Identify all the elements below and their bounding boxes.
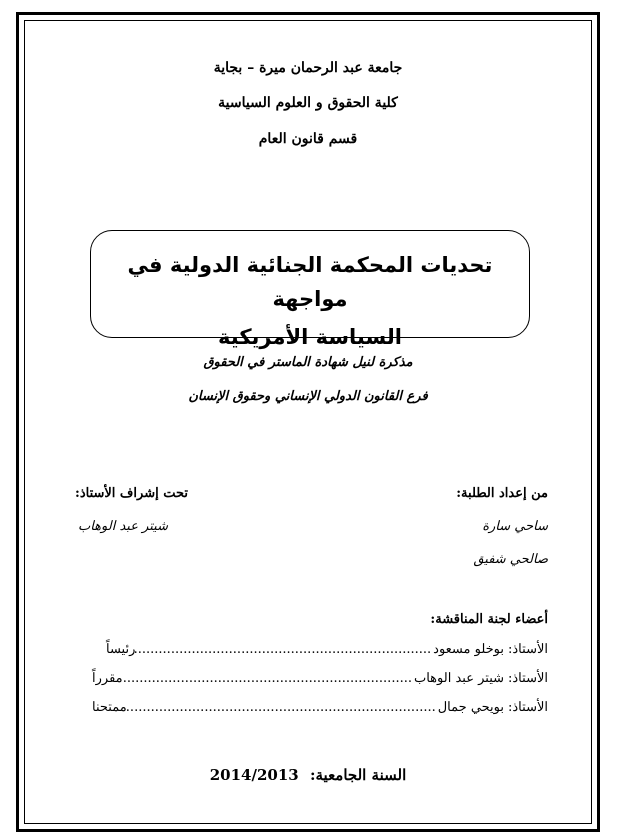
academic-year-label: السنة الجامعية: xyxy=(309,766,407,784)
member-prefix: الأستاذ: xyxy=(508,642,548,657)
committee-member-row xyxy=(92,700,548,715)
department-name: قسم قانون العام xyxy=(258,131,358,147)
faculty-name: كلية الحقوق و العلوم السياسية xyxy=(218,95,398,111)
student-name-1: ساحي سارة xyxy=(482,519,548,534)
member-role: رئيساً xyxy=(106,642,136,657)
supervisor-name: شيتر عبد الوهاب xyxy=(77,519,168,534)
student-name-2: صالحي شفيق xyxy=(473,552,548,567)
member-prefix: الأستاذ: xyxy=(508,671,548,686)
member-name: شيتر عبد الوهاب xyxy=(413,671,505,686)
thesis-title-line-2: السياسة الأمريكية xyxy=(218,325,402,349)
member-role: ممتحنا xyxy=(92,700,127,715)
thesis-title-line-1: تحديات المحكمة الجنائية الدولية في مواجهة xyxy=(127,253,493,311)
dotted-leader xyxy=(123,671,414,686)
supervisor-label: تحت إشراف الأستاذ: xyxy=(75,486,188,501)
thesis-branch: فرع القانون الدولي الإنساني وحقوق الإنسان xyxy=(188,389,428,404)
committee-member-row xyxy=(92,671,548,686)
thesis-degree: مذكرة لنيل شهادة الماستر في الحقوق xyxy=(203,355,413,370)
member-role: مقرراً xyxy=(92,671,123,686)
university-name: جامعة عبد الرحمان ميرة – بجاية xyxy=(213,60,403,76)
prepared-by-label: من إعداد الطلبة: xyxy=(456,486,548,501)
member-name: بويحي جمال xyxy=(437,700,505,715)
dotted-leader xyxy=(135,642,433,657)
academic-year-value: 2014/2013 xyxy=(209,766,299,784)
member-prefix: الأستاذ: xyxy=(508,700,548,715)
thesis-title-box xyxy=(90,230,530,349)
academic-year xyxy=(24,766,592,784)
committee-label: أعضاء لجنة المناقشة: xyxy=(430,612,548,627)
dotted-leader xyxy=(127,700,438,715)
committee-member-row xyxy=(92,642,548,657)
member-name: بوخلو مسعود xyxy=(433,642,505,657)
